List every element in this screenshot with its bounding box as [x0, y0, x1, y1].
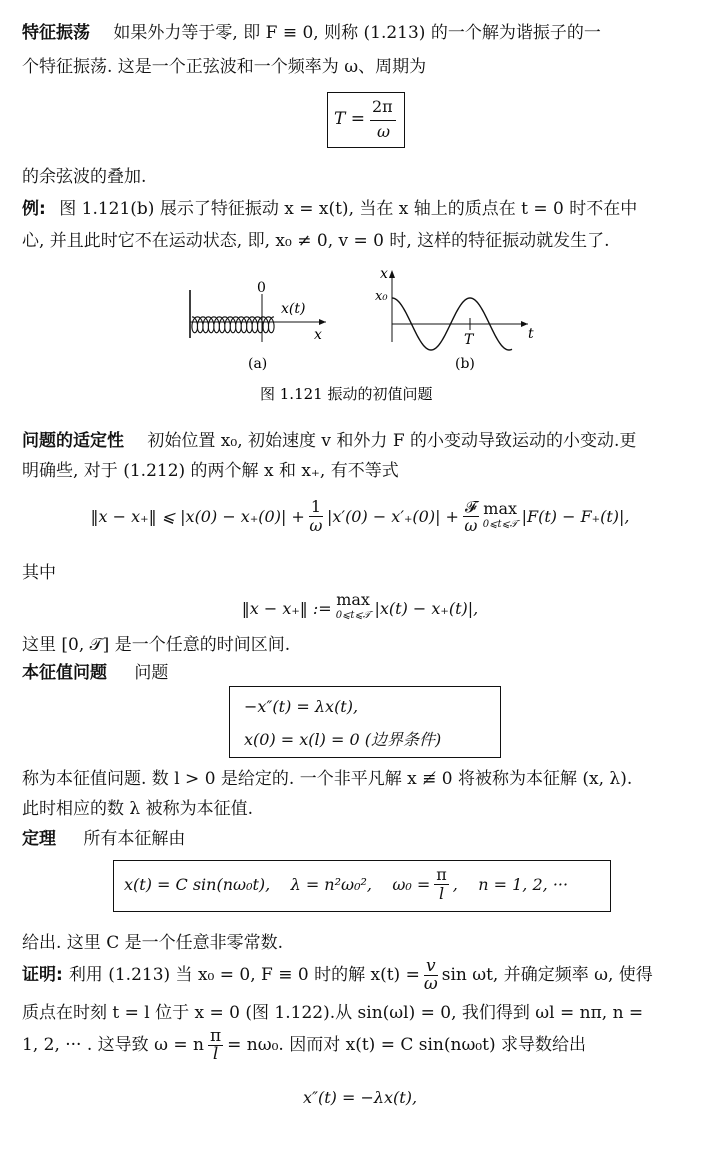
period-num: 2π: [372, 97, 393, 116]
paragraph-eigen-oscillation: [22, 22, 601, 44]
text-line: 这里 [0, 𝒯] 是一个任意的时间区间.: [22, 635, 291, 655]
period-lhs: T =: [334, 109, 365, 129]
heading-eigenvalue-problem: 本征值问题: [22, 663, 107, 683]
proof-line: [22, 956, 653, 994]
period-formula-box: [327, 92, 405, 148]
max-operator: [482, 498, 518, 533]
text-line: 所有本征解由: [83, 829, 186, 849]
text-line: 初始位置 x₀, 初始速度 v 和外力 F 的小变动导致运动的小变动.更: [147, 431, 637, 451]
frac-num: π: [209, 1025, 222, 1046]
text-line: 此时相应的数 λ 被称为本征值.: [22, 799, 253, 819]
fraction-pi-over-l: [208, 1025, 223, 1064]
text-line: 如果外力等于零, 即 F ≡ 0, 则称 (1.213) 的一个解为谐振子的一: [113, 23, 601, 43]
paragraph-well-posedness: [22, 430, 636, 452]
figure-a-spring: [190, 280, 326, 372]
eigen-eq-1: −x″(t) = λx(t),: [244, 697, 359, 716]
text-line: 图 1.121(b) 展示了特征振动 x = x(t), 当在 x 轴上的质点在 t = 0 时不在中: [59, 199, 638, 219]
period-den: ω: [377, 122, 391, 141]
proof-label: 证明:: [22, 965, 63, 985]
example-paragraph: [22, 198, 637, 220]
frac-num: v: [425, 955, 436, 976]
text-line: 给出. 这里 C 是一个任意非零常数.: [22, 933, 284, 953]
text-line: 质点在时刻 t = l 位于 x = 0 (图 1.122).从 sin(ωl) = 0, 我们得到 ωl = nπ, n =: [22, 1003, 644, 1023]
frac-den: ω: [309, 516, 323, 535]
ineq-part-b: |x′(0) − x′₊(0)| +: [327, 507, 459, 526]
text-line: 心, 并且此时它不在运动状态, 即, x₀ ≠ 0, v = 0 时, 这样的特征振动就发生了.: [22, 231, 610, 251]
theorem-part-a: x(t) = C sin(nω₀t), λ = n²ω₀², ω₀ =: [124, 875, 431, 894]
max-word: max: [336, 590, 370, 609]
frac-den: ω: [423, 973, 438, 994]
heading-eigen-oscillation: 特征振荡: [22, 23, 90, 43]
label-x-a: x: [314, 327, 322, 343]
max-subscript: 0⩽t⩽𝒯: [482, 518, 518, 530]
text-line: 个特征振荡. 这是一个正弦波和一个频率为 ω、周期为: [22, 57, 427, 77]
label-xt: x(t): [281, 301, 306, 317]
label-x0: x₀: [375, 289, 388, 304]
fraction-F-over-omega: [463, 498, 479, 535]
text-line: 问题: [134, 663, 169, 683]
frac-num: 1: [310, 497, 322, 516]
fraction-bar: [370, 120, 396, 121]
x-axis-arrow: [389, 270, 395, 278]
norm-definition: [0, 592, 720, 628]
theorem-formula-box: [113, 860, 611, 912]
axis-a-arrow: [319, 319, 326, 325]
fraction-pi-over-l: [434, 866, 449, 903]
proof-text-a: 利用 (1.213) 当 x₀ = 0, F ≡ 0 时的解 x(t) =: [68, 965, 420, 985]
max-word: max: [483, 498, 518, 518]
t-axis-arrow: [521, 321, 528, 327]
text-line: 其中: [22, 563, 56, 583]
fraction-1-over-omega: [309, 498, 323, 535]
frac-den: ω: [464, 516, 478, 535]
eigen-problem-box: [229, 686, 501, 758]
proof-text-b: sin ωt, 并确定频率 ω, 使得: [441, 965, 653, 985]
frac-num: π: [436, 865, 447, 884]
max-operator: [336, 592, 371, 624]
paragraph-eigenvalue-problem: [22, 662, 168, 684]
heading-theorem: 定理: [22, 829, 56, 849]
figure-caption: 图 1.121 振动的初值问题: [260, 385, 433, 403]
frac-den: l: [438, 884, 445, 903]
heading-well-posedness: 问题的适定性: [22, 431, 124, 451]
frac-num: 𝓕: [464, 497, 477, 516]
proof-line-2: [22, 1026, 586, 1064]
theorem-part-b: , n = 1, 2, ···: [452, 875, 569, 894]
paragraph-theorem: [22, 828, 185, 850]
text-line: 的余弦波的叠加.: [22, 167, 147, 187]
fraction-v-over-omega: [423, 955, 438, 994]
label-zero: 0: [257, 280, 266, 296]
norm-part-a: ‖x − x₊‖ :=: [241, 598, 332, 618]
ineq-part-c: |F(t) − F₊(t)|,: [521, 507, 630, 526]
label-b: (b): [455, 356, 475, 372]
proof-text-d: = nω₀. 因而对 x(t) = C sin(nω₀t) 求导数给出: [227, 1035, 586, 1055]
figure-1-121: [0, 268, 720, 408]
label-T: T: [464, 332, 474, 348]
text-line: 称为本征值问题. 数 l > 0 是给定的. 一个非平凡解 x ≢ 0 将被称为本征解 (x, λ).: [22, 769, 633, 789]
figure-b-graph: [375, 268, 534, 372]
inequality-equation: [0, 498, 720, 544]
label-t: t: [528, 326, 534, 342]
text-line: 明确些, 对于 (1.212) 的两个解 x 和 x₊, 有不等式: [22, 461, 399, 481]
final-equation: x″(t) = −λx(t),: [302, 1088, 418, 1107]
ineq-part-a: ‖x − x₊‖ ⩽ |x(0) − x₊(0)| +: [90, 507, 305, 526]
frac-den: l: [212, 1043, 219, 1064]
max-subscript: 0⩽t⩽𝒯: [335, 610, 371, 621]
label-a: (a): [248, 356, 268, 372]
eigen-eq-2: x(0) = x(l) = 0 (边界条件): [244, 730, 442, 749]
norm-part-b: |x(t) − x₊(t)|,: [374, 598, 479, 618]
example-label: 例:: [22, 199, 46, 219]
label-x-b: x: [380, 268, 388, 282]
proof-text-c: 1, 2, ··· . 这导致 ω = n: [22, 1035, 204, 1055]
